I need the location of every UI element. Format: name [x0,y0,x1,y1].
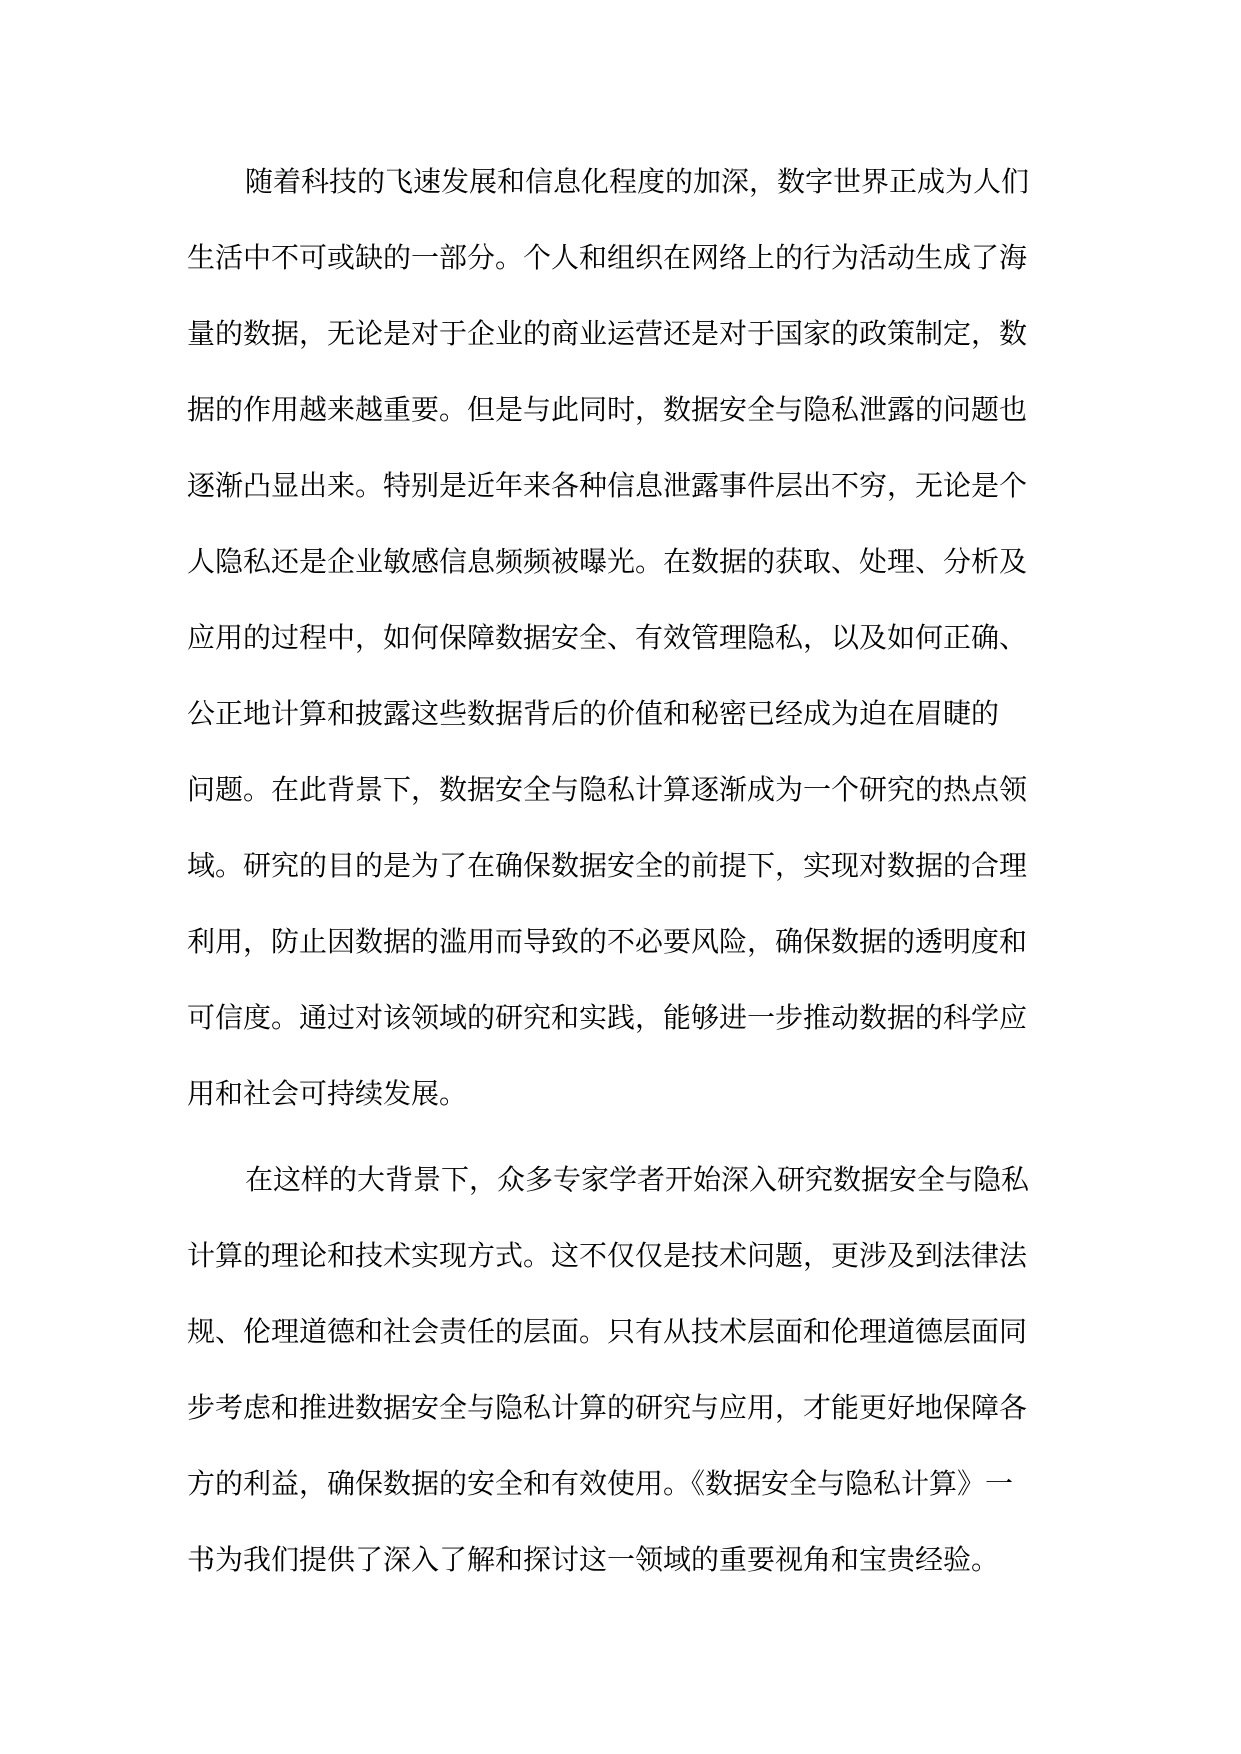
paragraph-line: 据的作用越来越重要。但是与此同时，数据安全与隐私泄露的问题也 [187,393,1028,426]
paragraph-line: 问题。在此背景下，数据安全与隐私计算逐渐成为一个研究的热点领 [187,773,1028,806]
paragraph-line: 步考虑和推进数据安全与隐私计算的研究与应用，才能更好地保障各 [187,1391,1028,1424]
paragraph-line: 逐渐凸显出来。特别是近年来各种信息泄露事件层出不穷，无论是个 [187,469,1028,502]
paragraph-line: 在这样的大背景下，众多专家学者开始深入研究数据安全与隐私 [245,1163,1030,1196]
paragraph-line: 量的数据，无论是对于企业的商业运营还是对于国家的政策制定，数 [187,317,1028,350]
paragraph-line: 随着科技的飞速发展和信息化程度的加深，数字世界正成为人们 [245,165,1030,198]
paragraph-spacer [187,1132,1067,1142]
paragraph-line: 书为我们提供了深入了解和探讨这一领域的重要视角和宝贵经验。 [187,1543,1000,1576]
paragraph-line: 生活中不可或缺的一部分。个人和组织在网络上的行为活动生成了海 [187,241,1028,274]
paragraph-line: 域。研究的目的是为了在确保数据安全的前提下，实现对数据的合理 [187,849,1028,882]
paragraph-1 [187,144,1067,1132]
paragraph-2 [187,1142,1067,1598]
paragraph-line: 应用的过程中，如何保障数据安全、有效管理隐私，以及如何正确、 [187,621,1028,654]
document-body [187,144,1067,1598]
paragraph-line: 规、伦理道德和社会责任的层面。只有从技术层面和伦理道德层面同 [187,1315,1028,1348]
paragraph-line: 人隐私还是企业敏感信息频频被曝光。在数据的获取、处理、分析及 [187,545,1028,578]
paragraph-line: 用和社会可持续发展。 [187,1077,468,1110]
paragraph-line: 公正地计算和披露这些数据背后的价值和秘密已经成为迫在眉睫的 [187,697,1000,730]
paragraph-line: 方的利益，确保数据的安全和有效使用。《数据安全与隐私计算》一 [187,1467,1014,1500]
paragraph-line: 可信度。通过对该领域的研究和实践，能够进一步推动数据的科学应 [187,1001,1028,1034]
paragraph-line: 利用，防止因数据的滥用而导致的不必要风险，确保数据的透明度和 [187,925,1028,958]
paragraph-line: 计算的理论和技术实现方式。这不仅仅是技术问题，更涉及到法律法 [187,1239,1028,1272]
